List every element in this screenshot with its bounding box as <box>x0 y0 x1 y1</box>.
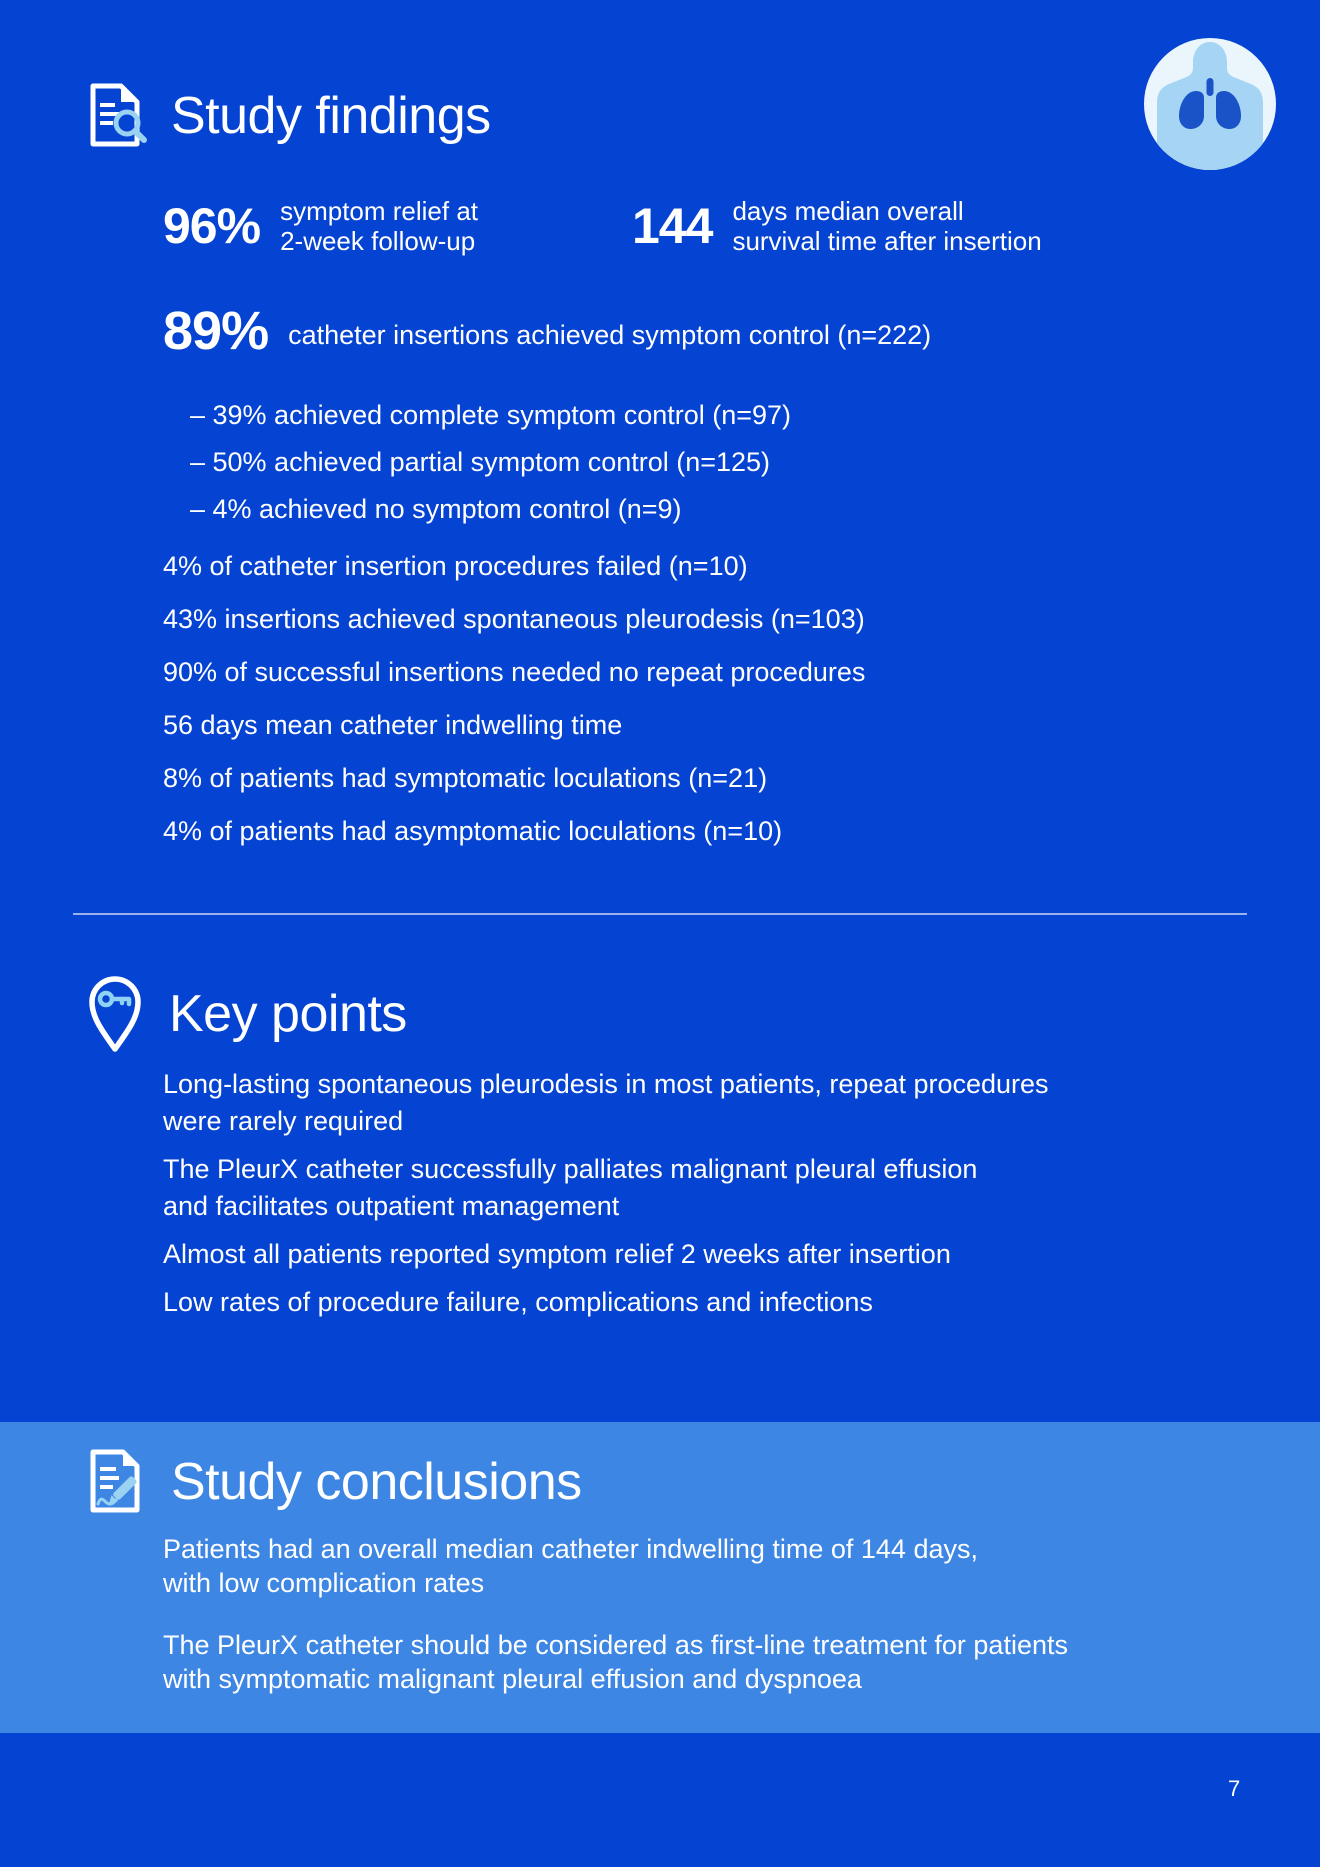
conclusion-line: with low complication rates <box>163 1568 485 1598</box>
key-point <box>163 1236 1049 1273</box>
conclusion-line: The PleurX catheter should be considered as first-line treatment for patients <box>163 1630 1068 1660</box>
stat-symptom-relief-label <box>280 196 478 256</box>
stat-survival-time <box>632 196 1042 256</box>
key-points-list <box>163 1066 1049 1332</box>
stat-label-line: survival time after insertion <box>732 226 1042 256</box>
key-point <box>163 1066 1049 1140</box>
stat-symptom-relief-value: 96% <box>163 198 261 254</box>
key-point <box>163 1151 1049 1225</box>
key-point-line: were rarely required <box>163 1106 404 1136</box>
lungs-badge-icon <box>1140 34 1280 174</box>
study-conclusions-header <box>85 1446 582 1518</box>
findings-list <box>163 540 865 858</box>
stat-symptom-control <box>163 300 931 362</box>
sub-bullet: – 4% achieved no symptom control (n=9) <box>190 494 682 524</box>
conclusion-item <box>163 1628 1068 1696</box>
document-search-icon <box>85 80 147 152</box>
key-point <box>163 1284 1049 1321</box>
conclusion-line: with symptomatic malignant pleural effusion and dyspnoea <box>163 1664 862 1694</box>
study-conclusions-section <box>0 1422 1320 1733</box>
stat-label-line: 2-week follow-up <box>280 226 476 256</box>
key-points-title: Key points <box>169 985 407 1043</box>
finding-item: 56 days mean catheter indwelling time <box>163 710 623 740</box>
stat-label-line: symptom relief at <box>280 196 479 226</box>
study-conclusions-title: Study conclusions <box>171 1453 582 1511</box>
finding-item: 90% of successful insertions needed no repeat procedures <box>163 657 866 687</box>
stat-label-line: days median overall <box>732 196 964 226</box>
section-divider <box>73 913 1247 915</box>
pin-key-icon <box>85 972 145 1056</box>
key-point-line: and facilitates outpatient management <box>163 1191 620 1221</box>
sub-bullet: – 39% achieved complete symptom control (n=97) <box>190 400 792 430</box>
finding-item: 43% insertions achieved spontaneous pleurodesis (n=103) <box>163 604 865 634</box>
conclusion-line: Patients had an overall median catheter indwelling time of 144 days, <box>163 1534 978 1564</box>
key-point-line: Almost all patients reported symptom relief 2 weeks after insertion <box>163 1239 951 1269</box>
stat-survival-time-value: 144 <box>632 198 713 254</box>
finding-item: 4% of patients had asymptomatic loculations (n=10) <box>163 816 783 846</box>
study-findings-header <box>85 80 491 152</box>
conclusions-list <box>163 1532 1068 1724</box>
stat-symptom-control-text: catheter insertions achieved symptom control (n=222) <box>288 319 932 350</box>
stat-survival-time-label <box>732 196 1041 256</box>
stat-symptom-control-value: 89% <box>163 301 269 361</box>
key-point-line: Long-lasting spontaneous pleurodesis in most patients, repeat procedures <box>163 1069 1049 1099</box>
key-point-line: Low rates of procedure failure, complications and infections <box>163 1287 873 1317</box>
symptom-control-breakdown <box>190 392 791 533</box>
stat-symptom-relief <box>163 196 478 256</box>
sub-bullet: – 50% achieved partial symptom control (n=125) <box>190 447 771 477</box>
page-number: 7 <box>1228 1776 1241 1801</box>
study-findings-title: Study findings <box>171 87 491 145</box>
conclusion-item <box>163 1532 1068 1600</box>
finding-item: 4% of catheter insertion procedures failed (n=10) <box>163 551 748 581</box>
key-points-header <box>85 972 407 1056</box>
key-point-line: The PleurX catheter successfully palliates malignant pleural effusion <box>163 1154 978 1184</box>
finding-item: 8% of patients had symptomatic loculations (n=21) <box>163 763 768 793</box>
document-pen-icon <box>85 1446 147 1518</box>
